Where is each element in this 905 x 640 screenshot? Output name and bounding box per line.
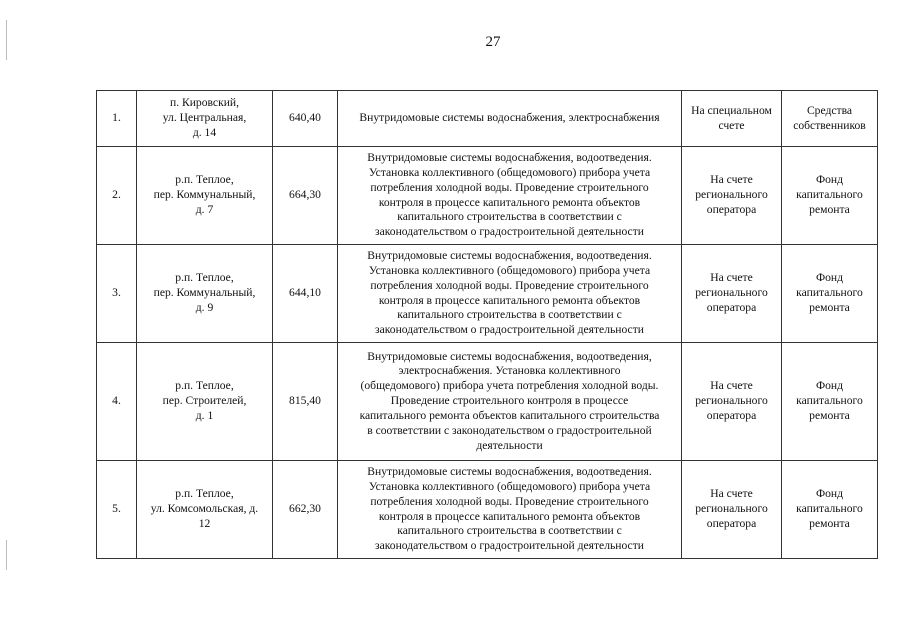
account-line: оператора bbox=[706, 516, 757, 530]
row-number-cell bbox=[97, 461, 137, 559]
row-number: 3. bbox=[112, 286, 121, 300]
address-line: пер. Коммунальный, bbox=[153, 188, 256, 202]
address-line: р.п. Теплое, bbox=[175, 173, 234, 187]
funding-source-cell bbox=[782, 147, 878, 245]
work-line: контроля в процессе капитального ремонта объектов bbox=[378, 195, 641, 209]
row-number: 4. bbox=[112, 394, 121, 408]
work-description-cell bbox=[338, 461, 682, 559]
fund-line: капитального bbox=[796, 188, 863, 202]
address-line: п. Кировский, bbox=[169, 96, 240, 110]
work-line: электроснабжения. Установка коллективного bbox=[398, 364, 621, 378]
funding-source-cell bbox=[782, 245, 878, 343]
row-number-cell bbox=[97, 245, 137, 343]
account-line: На счете bbox=[710, 173, 753, 187]
address-line: ул. Комсомольская, д. bbox=[150, 502, 259, 516]
row-number: 1. bbox=[112, 111, 121, 125]
work-description-cell bbox=[338, 245, 682, 343]
funding-source-cell bbox=[782, 91, 878, 147]
address-cell bbox=[137, 147, 273, 245]
fund-line: ремонта bbox=[809, 408, 850, 422]
account-line: оператора bbox=[706, 408, 757, 422]
account-line: На счете bbox=[710, 379, 753, 393]
row-number: 2. bbox=[112, 188, 121, 202]
fund-line: ремонта bbox=[809, 202, 850, 216]
work-line: капитального строительства в соответствии с bbox=[397, 308, 622, 322]
work-line: Внутридомовые системы водоснабжения, водоотведения. bbox=[367, 151, 652, 165]
account-line: На счете bbox=[710, 271, 753, 285]
fund-line: собственников bbox=[793, 118, 866, 132]
address-cell bbox=[137, 461, 273, 559]
address-cell bbox=[137, 91, 273, 147]
address-line: р.п. Теплое, bbox=[175, 271, 234, 285]
value-cell bbox=[273, 461, 338, 559]
value-text: 664,30 bbox=[289, 188, 321, 202]
address-line: р.п. Теплое, bbox=[175, 487, 234, 501]
work-line: потребления холодной воды. Проведение строительного bbox=[370, 180, 649, 194]
work-line: Внутридомовые системы водоснабжения, водоотведения, bbox=[367, 349, 652, 363]
work-description-cell bbox=[338, 343, 682, 461]
account-type-cell bbox=[682, 147, 782, 245]
account-line: счете bbox=[718, 118, 745, 132]
scan-edge-mark bbox=[6, 20, 7, 60]
work-line: Внутридомовые системы водоснабжения, водоотведения. bbox=[367, 249, 652, 263]
fund-line: Фонд bbox=[815, 271, 844, 285]
address-line: 12 bbox=[198, 516, 211, 530]
table-row bbox=[97, 461, 878, 559]
fund-line: капитального bbox=[796, 394, 863, 408]
work-description-cell bbox=[338, 91, 682, 147]
funding-source-cell bbox=[782, 461, 878, 559]
account-line: оператора bbox=[706, 300, 757, 314]
work-line: контроля в процессе капитального ремонта объектов bbox=[378, 509, 641, 523]
work-line: Установка коллективного (общедомового) прибора учета bbox=[368, 263, 651, 277]
account-type-cell bbox=[682, 461, 782, 559]
value-cell bbox=[273, 245, 338, 343]
fund-line: капитального bbox=[796, 502, 863, 516]
work-line: Внутридомовые системы водоснабжения, водоотведения. bbox=[367, 465, 652, 479]
work-line: законодательством о градостроительной деятельности bbox=[375, 225, 644, 239]
work-description-cell bbox=[338, 147, 682, 245]
table-row bbox=[97, 343, 878, 461]
work-line: капитального строительства в соответствии с bbox=[397, 524, 622, 538]
row-number-cell bbox=[97, 147, 137, 245]
funding-source-cell bbox=[782, 343, 878, 461]
fund-line: Фонд bbox=[815, 487, 844, 501]
account-type-cell bbox=[682, 245, 782, 343]
account-line: регионального bbox=[695, 502, 768, 516]
work-line: деятельности bbox=[476, 438, 543, 452]
work-line: Установка коллективного (общедомового) прибора учета bbox=[368, 165, 651, 179]
value-text: 640,40 bbox=[289, 111, 321, 125]
row-number: 5. bbox=[112, 502, 121, 516]
work-line: капитального ремонта объектов капитального строительства bbox=[359, 408, 660, 422]
fund-line: ремонта bbox=[809, 516, 850, 530]
address-line: д. 9 bbox=[195, 300, 214, 314]
value-cell bbox=[273, 91, 338, 147]
address-cell bbox=[137, 245, 273, 343]
account-line: регионального bbox=[695, 286, 768, 300]
work-line: в соответствии с законодательством о градостроительной bbox=[367, 423, 652, 437]
page-number: 27 bbox=[485, 34, 501, 50]
work-line: контроля в процессе капитального ремонта объектов bbox=[378, 293, 641, 307]
work-line: потребления холодной воды. Проведение строительного bbox=[370, 494, 649, 508]
account-type-cell bbox=[682, 343, 782, 461]
account-line: На счете bbox=[710, 487, 753, 501]
work-line: (общедомового) прибора учета потребления холодной воды. bbox=[360, 379, 659, 393]
fund-line: Фонд bbox=[815, 379, 844, 393]
account-line: На специальном bbox=[691, 103, 772, 117]
work-line: капитального строительства в соответствии с bbox=[397, 210, 622, 224]
work-line: потребления холодной воды. Проведение строительного bbox=[370, 278, 649, 292]
fund-line: капитального bbox=[796, 286, 863, 300]
work-line: законодательством о градостроительной деятельности bbox=[375, 323, 644, 337]
value-text: 662,30 bbox=[289, 502, 321, 516]
work-line: законодательством о градостроительной деятельности bbox=[375, 539, 644, 553]
row-number-cell bbox=[97, 343, 137, 461]
account-line: регионального bbox=[695, 394, 768, 408]
fund-line: Фонд bbox=[815, 173, 844, 187]
table-row bbox=[97, 91, 878, 147]
value-text: 644,10 bbox=[289, 286, 321, 300]
repair-program-table bbox=[96, 90, 878, 559]
address-line: ул. Центральная, bbox=[162, 111, 247, 125]
address-line: д. 1 bbox=[195, 408, 214, 422]
fund-line: ремонта bbox=[809, 300, 850, 314]
address-line: д. 14 bbox=[192, 125, 217, 139]
value-cell bbox=[273, 343, 338, 461]
table-row bbox=[97, 147, 878, 245]
account-line: регионального bbox=[695, 188, 768, 202]
account-type-cell bbox=[682, 91, 782, 147]
value-text: 815,40 bbox=[289, 394, 321, 408]
address-line: пер. Коммунальный, bbox=[153, 286, 256, 300]
work-line: Установка коллективного (общедомового) прибора учета bbox=[368, 479, 651, 493]
address-line: р.п. Теплое, bbox=[175, 379, 234, 393]
address-cell bbox=[137, 343, 273, 461]
fund-line: Средства bbox=[806, 103, 853, 117]
value-cell bbox=[273, 147, 338, 245]
work-line: Внутридомовые системы водоснабжения, электроснабжения bbox=[359, 111, 660, 125]
account-line: оператора bbox=[706, 202, 757, 216]
work-line: Проведение строительного контроля в процессе bbox=[390, 394, 629, 408]
row-number-cell bbox=[97, 91, 137, 147]
address-line: пер. Строителей, bbox=[162, 394, 247, 408]
scan-edge-mark bbox=[6, 540, 7, 570]
address-line: д. 7 bbox=[195, 202, 214, 216]
table-row bbox=[97, 245, 878, 343]
